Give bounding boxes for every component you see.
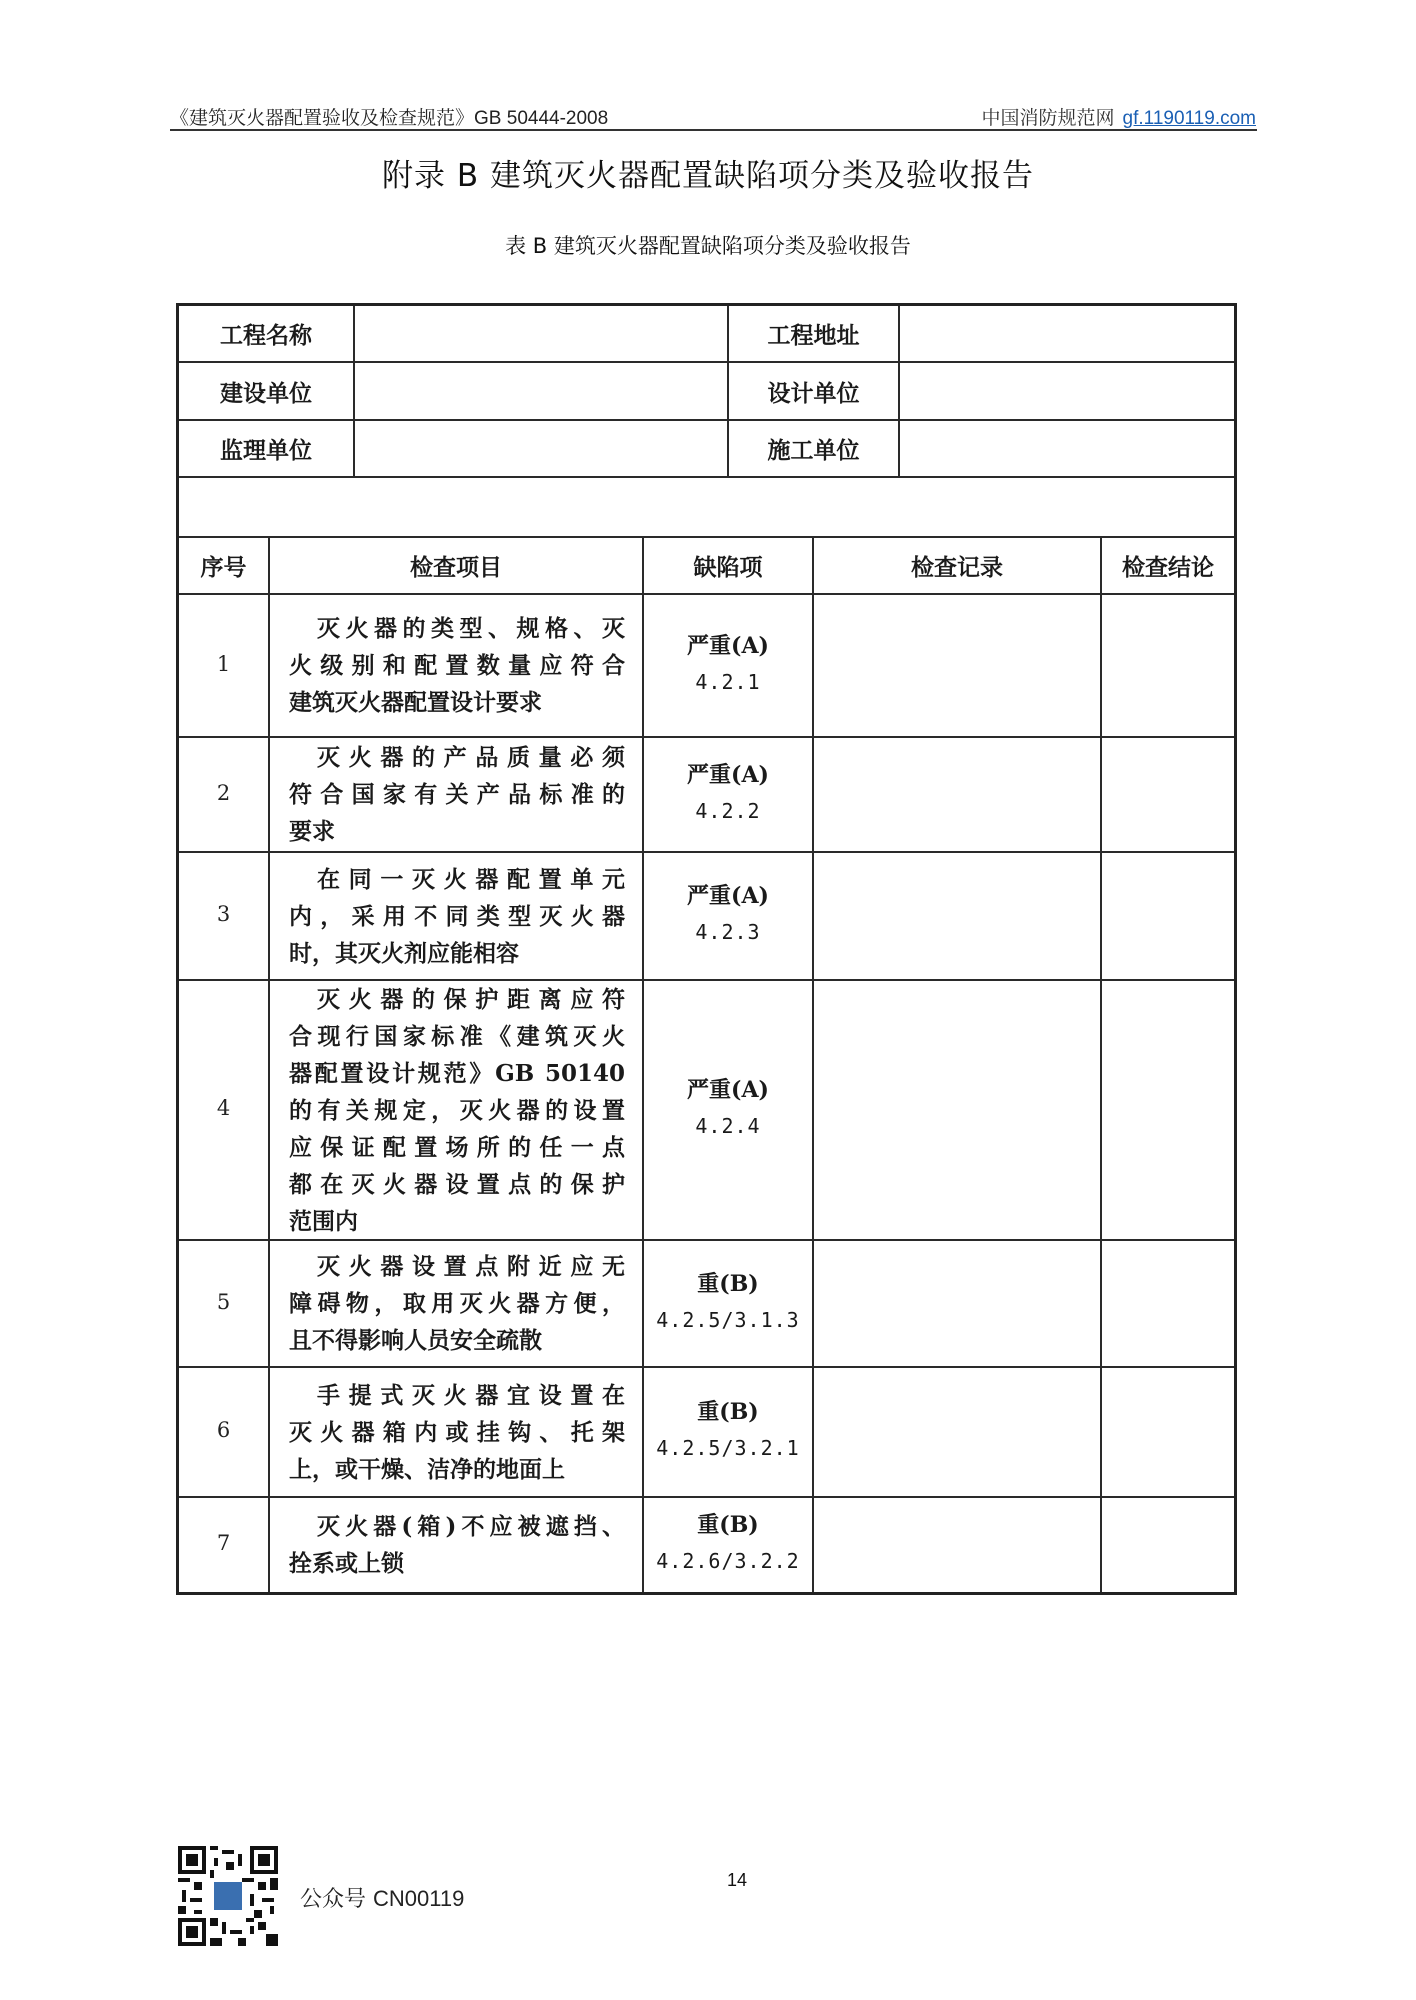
check-item-line: 应保证配置场所的任一点 [289, 1133, 625, 1161]
project-name-field[interactable] [355, 306, 727, 361]
check-item-line: 灭火器设置点附近应无 [317, 1253, 625, 1280]
row-seq: 3 [216, 902, 231, 926]
column-divider [268, 536, 270, 1592]
row-seq: 1 [216, 651, 231, 676]
check-item-line: 灭火器的类型、规格、灭 [317, 615, 625, 642]
qr-code-icon [178, 1846, 278, 1946]
design-unit-label: 设计单位 [767, 379, 860, 407]
project-address-field[interactable] [900, 306, 1234, 361]
check-item-line: 的有关规定，灭火器的设置 [289, 1096, 625, 1124]
document-header-title [170, 103, 608, 130]
row-seq: 4 [216, 1096, 231, 1120]
row-seq: 2 [216, 780, 231, 805]
severity-label: 重(B) [697, 1512, 759, 1538]
severity-label: 重(B) [697, 1270, 759, 1297]
severity-label: 重(B) [697, 1399, 759, 1425]
header-standard-name: 《建筑灭火器配置验收及检查规范》 [170, 107, 475, 129]
clause-reference: 4.2.1 [695, 669, 761, 694]
check-item-line: 要求 [289, 818, 335, 845]
builder-unit-label: 施工单位 [767, 437, 860, 464]
header-site-link[interactable]: gf.1190119.com [1122, 108, 1256, 129]
wechat-account [300, 1882, 464, 1913]
row-check-item [289, 1248, 625, 1359]
row-inspection-conclusion[interactable] [1102, 853, 1234, 979]
check-item-line: 且不得影响人员安全疏散 [289, 1327, 542, 1354]
page-title: 附录 B 建筑灭火器配置缺陷项分类及验收报告 [382, 158, 1034, 194]
check-item-line: 内，采用不同类型灭火器 [289, 902, 625, 930]
clause-reference: 4.2.2 [695, 798, 761, 823]
row-inspection-conclusion[interactable] [1102, 595, 1234, 736]
row-inspection-record[interactable] [814, 1241, 1100, 1366]
clause-reference: 4.2.5/3.1.3 [656, 1307, 800, 1332]
column-header-conclusion: 检查结论 [1122, 554, 1214, 581]
check-item-line: 器配置设计规范》GB 50140 [289, 1059, 625, 1087]
column-header-seq: 序号 [200, 554, 247, 581]
severity-label: 严重(A) [687, 883, 769, 909]
clause-reference: 4.2.5/3.2.1 [656, 1436, 800, 1460]
row-inspection-record[interactable] [814, 738, 1100, 851]
row-inspection-conclusion[interactable] [1102, 738, 1234, 851]
construction-unit-label: 建设单位 [220, 379, 312, 407]
check-item-line: 都在灭火器设置点的保护 [289, 1170, 625, 1198]
severity-label: 严重(A) [687, 1077, 769, 1103]
check-item-line: 合现行国家标准《建筑灭火 [289, 1022, 625, 1050]
supervision-unit-label: 监理单位 [220, 437, 312, 464]
row-inspection-record[interactable] [814, 1498, 1100, 1592]
check-item-line: 拴系或上锁 [289, 1550, 404, 1577]
acceptance-report-table [176, 303, 1237, 1595]
project-name-label: 工程名称 [220, 322, 312, 349]
row-defect-class [644, 1394, 812, 1466]
document-header-site [982, 103, 1256, 130]
check-item-line: 时，其灭火剂应能相容 [289, 939, 519, 967]
severity-label: 严重(A) [687, 761, 769, 788]
design-unit-field[interactable] [900, 363, 1234, 419]
check-item-line: 灭火器的产品质量必须 [317, 744, 625, 771]
clause-reference: 4.2.6/3.2.2 [656, 1549, 800, 1573]
row-divider [179, 476, 1234, 478]
row-defect-class [644, 1266, 812, 1338]
check-item-line: 范围内 [289, 1207, 358, 1235]
row-check-item [289, 610, 625, 721]
severity-label: 严重(A) [687, 632, 769, 659]
row-inspection-conclusion[interactable] [1102, 1241, 1234, 1366]
row-check-item [289, 1508, 625, 1582]
header-divider [170, 129, 1257, 131]
row-inspection-record[interactable] [814, 981, 1100, 1239]
account-code: CN00119 [373, 1886, 465, 1911]
row-inspection-record[interactable] [814, 595, 1100, 736]
row-defect-class [644, 1507, 812, 1579]
row-check-item [289, 981, 625, 1240]
row-check-item [289, 739, 625, 850]
check-item-line: 灭火器的保护距离应符 [317, 985, 625, 1013]
header-standard-code: GB 50444-2008 [474, 108, 609, 129]
column-header-record: 检查记录 [911, 554, 1003, 581]
account-label: 公众号 [300, 1887, 367, 1912]
row-seq: 5 [216, 1289, 231, 1314]
project-address-label: 工程地址 [767, 322, 860, 349]
builder-unit-field[interactable] [900, 421, 1234, 476]
row-inspection-conclusion[interactable] [1102, 981, 1234, 1239]
column-header-item: 检查项目 [410, 554, 502, 581]
row-defect-class [644, 878, 812, 950]
table-caption: 表 B 建筑灭火器配置缺陷项分类及验收报告 [505, 234, 911, 258]
row-seq: 7 [216, 1531, 231, 1555]
page-number: 14 [727, 1870, 748, 1890]
check-item-line: 建筑灭火器配置设计要求 [289, 689, 542, 716]
row-defect-class [644, 628, 812, 700]
check-item-line: 火级别和配置数量应符合 [289, 652, 625, 679]
row-defect-class [644, 757, 812, 829]
supervision-unit-field[interactable] [355, 421, 727, 476]
construction-unit-field[interactable] [355, 363, 727, 419]
row-inspection-record[interactable] [814, 853, 1100, 979]
clause-reference: 4.2.3 [695, 920, 761, 944]
header-site-name: 中国消防规范网 [981, 107, 1115, 129]
column-header-defect: 缺陷项 [693, 554, 763, 581]
check-item-line: 符合国家有关产品标准的 [289, 781, 625, 808]
row-check-item [289, 861, 625, 972]
check-item-line: 手提式灭火器宜设置在 [317, 1381, 625, 1409]
clause-reference: 4.2.4 [695, 1114, 761, 1138]
row-inspection-conclusion[interactable] [1102, 1498, 1234, 1592]
check-item-line: 灭火器箱内或挂钩、托架 [289, 1418, 625, 1446]
row-inspection-record[interactable] [814, 1368, 1100, 1496]
row-check-item [289, 1377, 625, 1488]
check-item-line: 障碍物，取用灭火器方便， [289, 1290, 625, 1317]
row-defect-class [644, 1072, 812, 1144]
check-item-line: 在同一灭火器配置单元 [317, 865, 625, 893]
row-inspection-conclusion[interactable] [1102, 1368, 1234, 1496]
row-seq: 6 [216, 1418, 231, 1442]
check-item-line: 上，或干燥、洁净的地面上 [289, 1455, 565, 1483]
check-item-line: 灭火器(箱)不应被遮挡、 [317, 1513, 625, 1540]
